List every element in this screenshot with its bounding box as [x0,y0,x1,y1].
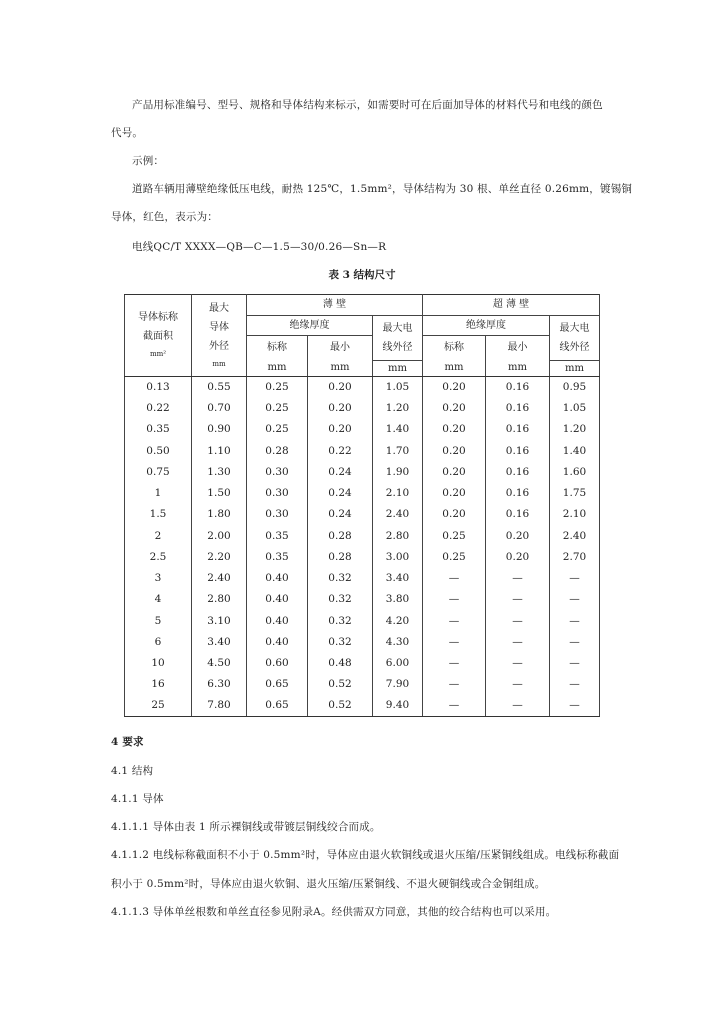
header-ultra-nominal: 标称 [423,336,486,361]
cell-ultra-max-od: 2.70 [550,547,600,568]
cell-ultra-nominal: 0.20 [423,483,486,504]
cell-cross-section: 2 [125,525,192,546]
intro-paragraph-line-1: 产品用标准编号、型号、规格和导体结构来标示，如需要时可在后面加导体的材料代号和电线的颜色 [132,99,603,111]
cell-conductor-od: 2.00 [192,525,247,546]
cell-ultra-min: 0.20 [486,525,550,546]
example-code: 电线QC/T XXXX—QB—C—1.5—30/0.26—Sn—R [132,241,387,253]
cell-thin-max-od: 3.00 [373,547,423,568]
cell-conductor-od: 0.55 [192,377,247,398]
cell-conductor-od: 4.50 [192,653,247,674]
cell-thin-max-od: 1.05 [373,377,423,398]
cell-thin-max-od: 4.20 [373,610,423,631]
cell-conductor-od: 6.30 [192,674,247,695]
header-unit: mm [423,361,486,377]
example-label: 示例： [132,155,165,167]
cell-ultra-max-od: — [550,653,600,674]
cell-thin-max-od: 7.90 [373,674,423,695]
cell-ultra-max-od: — [550,568,600,589]
cell-thin-max-od: 6.00 [373,653,423,674]
cell-ultra-max-od: — [550,674,600,695]
cell-cross-section: 3 [125,568,192,589]
cell-thin-nominal: 0.25 [247,377,308,398]
cell-ultra-min: 0.16 [486,377,550,398]
cell-conductor-od: 2.80 [192,589,247,610]
header-unit: mm [373,361,423,377]
cell-ultra-nominal: — [423,695,486,716]
cell-thin-nominal: 0.35 [247,547,308,568]
header-ultra-insulation-thickness: 绝缘厚度 [423,316,550,336]
cell-conductor-od: 3.40 [192,632,247,653]
cell-ultra-nominal: — [423,653,486,674]
cell-ultra-max-od: 2.10 [550,504,600,525]
header-thin-min: 最小 [308,336,373,361]
table-row [125,462,600,483]
cell-ultra-nominal: 0.25 [423,547,486,568]
example-paragraph-line-2: 导体，红色，表示为： [111,211,218,223]
cell-ultra-min: 0.20 [486,547,550,568]
cell-ultra-nominal: — [423,568,486,589]
cell-thin-nominal: 0.30 [247,462,308,483]
cell-ultra-max-od: 0.95 [550,377,600,398]
cell-thin-max-od: 4.30 [373,632,423,653]
cell-ultra-max-od: — [550,632,600,653]
header-thin-insulation-thickness: 绝缘厚度 [247,316,373,336]
cell-thin-nominal: 0.40 [247,632,308,653]
cell-thin-min: 0.24 [308,504,373,525]
cell-thin-max-od: 2.80 [373,525,423,546]
cell-cross-section: 25 [125,695,192,716]
cell-thin-nominal: 0.40 [247,568,308,589]
header-ultra-thin-wall: 超 薄 壁 [423,295,600,316]
cell-thin-nominal: 0.28 [247,440,308,461]
cell-ultra-nominal: — [423,632,486,653]
table-caption: 表 3 结构尺寸 [328,269,396,281]
cell-ultra-min: — [486,695,550,716]
cell-thin-min: 0.20 [308,398,373,419]
table-row [125,610,600,631]
cell-thin-nominal: 0.35 [247,525,308,546]
cell-conductor-od: 3.10 [192,610,247,631]
cell-thin-max-od: 3.40 [373,568,423,589]
table-row [125,589,600,610]
table-row [125,440,600,461]
header-unit: mm [308,361,373,377]
section-4-1-1-2-line-1: 4.1.1.2 电线标称截面积不小于 0.5mm²时，导体应由退火软铜线或退火压缩/压紧铜线组成。电线标称截面 [111,849,620,861]
cell-thin-min: 0.20 [308,419,373,440]
cell-ultra-min: — [486,653,550,674]
cell-thin-min: 0.22 [308,440,373,461]
table-row [125,525,600,546]
cell-thin-min: 0.24 [308,483,373,504]
cell-thin-max-od: 9.40 [373,695,423,716]
cell-thin-nominal: 0.65 [247,674,308,695]
cell-ultra-min: — [486,610,550,631]
header-thin-max-wire-od: 最大电 线外径 [373,316,423,361]
header-ultra-min: 最小 [486,336,550,361]
table-row [125,483,600,504]
cell-thin-nominal: 0.65 [247,695,308,716]
cell-conductor-od: 2.40 [192,568,247,589]
cell-cross-section: 6 [125,632,192,653]
cell-ultra-nominal: 0.20 [423,440,486,461]
cell-thin-min: 0.24 [308,462,373,483]
cell-thin-nominal: 0.40 [247,589,308,610]
cell-cross-section: 10 [125,653,192,674]
cell-thin-min: 0.48 [308,653,373,674]
table-row [125,632,600,653]
header-cross-section: 导体标称 截面积 mm² [125,295,192,377]
header-max-conductor-od: 最大 导体 外径 mm [192,295,247,377]
cell-thin-min: 0.52 [308,674,373,695]
header-thin-wall: 薄 壁 [247,295,423,316]
header-thin-nominal: 标称 [247,336,308,361]
cell-ultra-max-od: 1.40 [550,440,600,461]
cell-ultra-nominal: 0.25 [423,525,486,546]
cell-thin-max-od: 2.40 [373,504,423,525]
cell-ultra-min: — [486,589,550,610]
table-body [125,377,600,717]
cell-cross-section: 16 [125,674,192,695]
table-row [125,504,600,525]
cell-cross-section: 1 [125,483,192,504]
cell-ultra-nominal: 0.20 [423,462,486,483]
cell-ultra-min: — [486,632,550,653]
cell-ultra-min: — [486,568,550,589]
cell-thin-min: 0.28 [308,525,373,546]
header-ultra-max-wire-od: 最大电 线外径 [550,316,600,361]
cell-ultra-max-od: — [550,589,600,610]
cell-thin-max-od: 3.80 [373,589,423,610]
cell-thin-max-od: 1.20 [373,398,423,419]
cell-ultra-nominal: 0.20 [423,377,486,398]
cell-thin-nominal: 0.25 [247,398,308,419]
cell-cross-section: 5 [125,610,192,631]
cell-thin-min: 0.52 [308,695,373,716]
example-paragraph-line-1: 道路车辆用薄壁绝缘低压电线，耐热 125℃，1.5mm²，导体结构为 30 根、单丝直径 0.26mm，镀锡铜 [132,183,633,195]
cell-thin-nominal: 0.30 [247,504,308,525]
table-row [125,547,600,568]
header-unit: mm [486,361,550,377]
cell-ultra-nominal: 0.20 [423,398,486,419]
table-row [125,695,600,716]
cell-ultra-min: 0.16 [486,419,550,440]
cell-conductor-od: 1.80 [192,504,247,525]
cell-cross-section: 0.75 [125,462,192,483]
cell-ultra-max-od: — [550,695,600,716]
cell-ultra-nominal: — [423,589,486,610]
cell-ultra-nominal: — [423,674,486,695]
cell-conductor-od: 1.10 [192,440,247,461]
cell-cross-section: 0.50 [125,440,192,461]
cell-thin-nominal: 0.25 [247,419,308,440]
cell-ultra-min: 0.16 [486,504,550,525]
header-unit: mm [550,361,600,377]
structure-dimensions-table [124,294,600,717]
cell-ultra-max-od: 2.40 [550,525,600,546]
table-row [125,419,600,440]
cell-ultra-max-od: 1.05 [550,398,600,419]
cell-cross-section: 0.13 [125,377,192,398]
cell-conductor-od: 1.50 [192,483,247,504]
header-unit: mm [247,361,308,377]
cell-thin-nominal: 0.40 [247,610,308,631]
cell-thin-min: 0.32 [308,610,373,631]
cell-thin-max-od: 1.90 [373,462,423,483]
section-4-1-1-1: 4.1.1.1 导体由表 1 所示裸铜线或带镀层铜线绞合而成。 [111,821,381,833]
cell-ultra-max-od: — [550,610,600,631]
cell-thin-min: 0.32 [308,568,373,589]
table-row [125,398,600,419]
cell-cross-section: 2.5 [125,547,192,568]
section-4-1-1-2-line-2: 积小于 0.5mm²时，导体应由退火软铜、退火压缩/压紧铜线、不退火硬铜线或合金铜组成。 [111,878,546,890]
table-row [125,568,600,589]
cell-cross-section: 0.35 [125,419,192,440]
cell-cross-section: 1.5 [125,504,192,525]
cell-ultra-nominal: 0.20 [423,419,486,440]
cell-conductor-od: 2.20 [192,547,247,568]
section-4-heading: 4 要求 [111,736,144,748]
cell-ultra-min: 0.16 [486,483,550,504]
cell-thin-nominal: 0.30 [247,483,308,504]
cell-ultra-min: 0.16 [486,462,550,483]
cell-conductor-od: 0.70 [192,398,247,419]
section-4-1: 4.1 结构 [111,765,154,777]
cell-thin-min: 0.28 [308,547,373,568]
table-row [125,674,600,695]
cell-thin-max-od: 2.10 [373,483,423,504]
cell-thin-min: 0.32 [308,589,373,610]
cell-thin-max-od: 1.70 [373,440,423,461]
cell-ultra-min: — [486,674,550,695]
cell-thin-nominal: 0.60 [247,653,308,674]
cell-conductor-od: 0.90 [192,419,247,440]
table-header [125,295,600,377]
table-row [125,653,600,674]
table-row [125,377,600,398]
cell-ultra-max-od: 1.20 [550,419,600,440]
cell-ultra-max-od: 1.60 [550,462,600,483]
section-4-1-1: 4.1.1 导体 [111,793,164,805]
cell-ultra-min: 0.16 [486,440,550,461]
cell-ultra-nominal: 0.20 [423,504,486,525]
intro-paragraph-line-2: 代号。 [111,127,144,139]
cell-conductor-od: 7.80 [192,695,247,716]
cell-thin-min: 0.32 [308,632,373,653]
cell-cross-section: 4 [125,589,192,610]
cell-ultra-max-od: 1.75 [550,483,600,504]
cell-thin-max-od: 1.40 [373,419,423,440]
cell-cross-section: 0.22 [125,398,192,419]
cell-ultra-nominal: — [423,610,486,631]
cell-thin-min: 0.20 [308,377,373,398]
cell-conductor-od: 1.30 [192,462,247,483]
section-4-1-1-3: 4.1.1.3 导体单丝根数和单丝直径参见附录A。经供需双方同意，其他的绞合结构也可以采用。 [111,906,557,918]
cell-ultra-min: 0.16 [486,398,550,419]
